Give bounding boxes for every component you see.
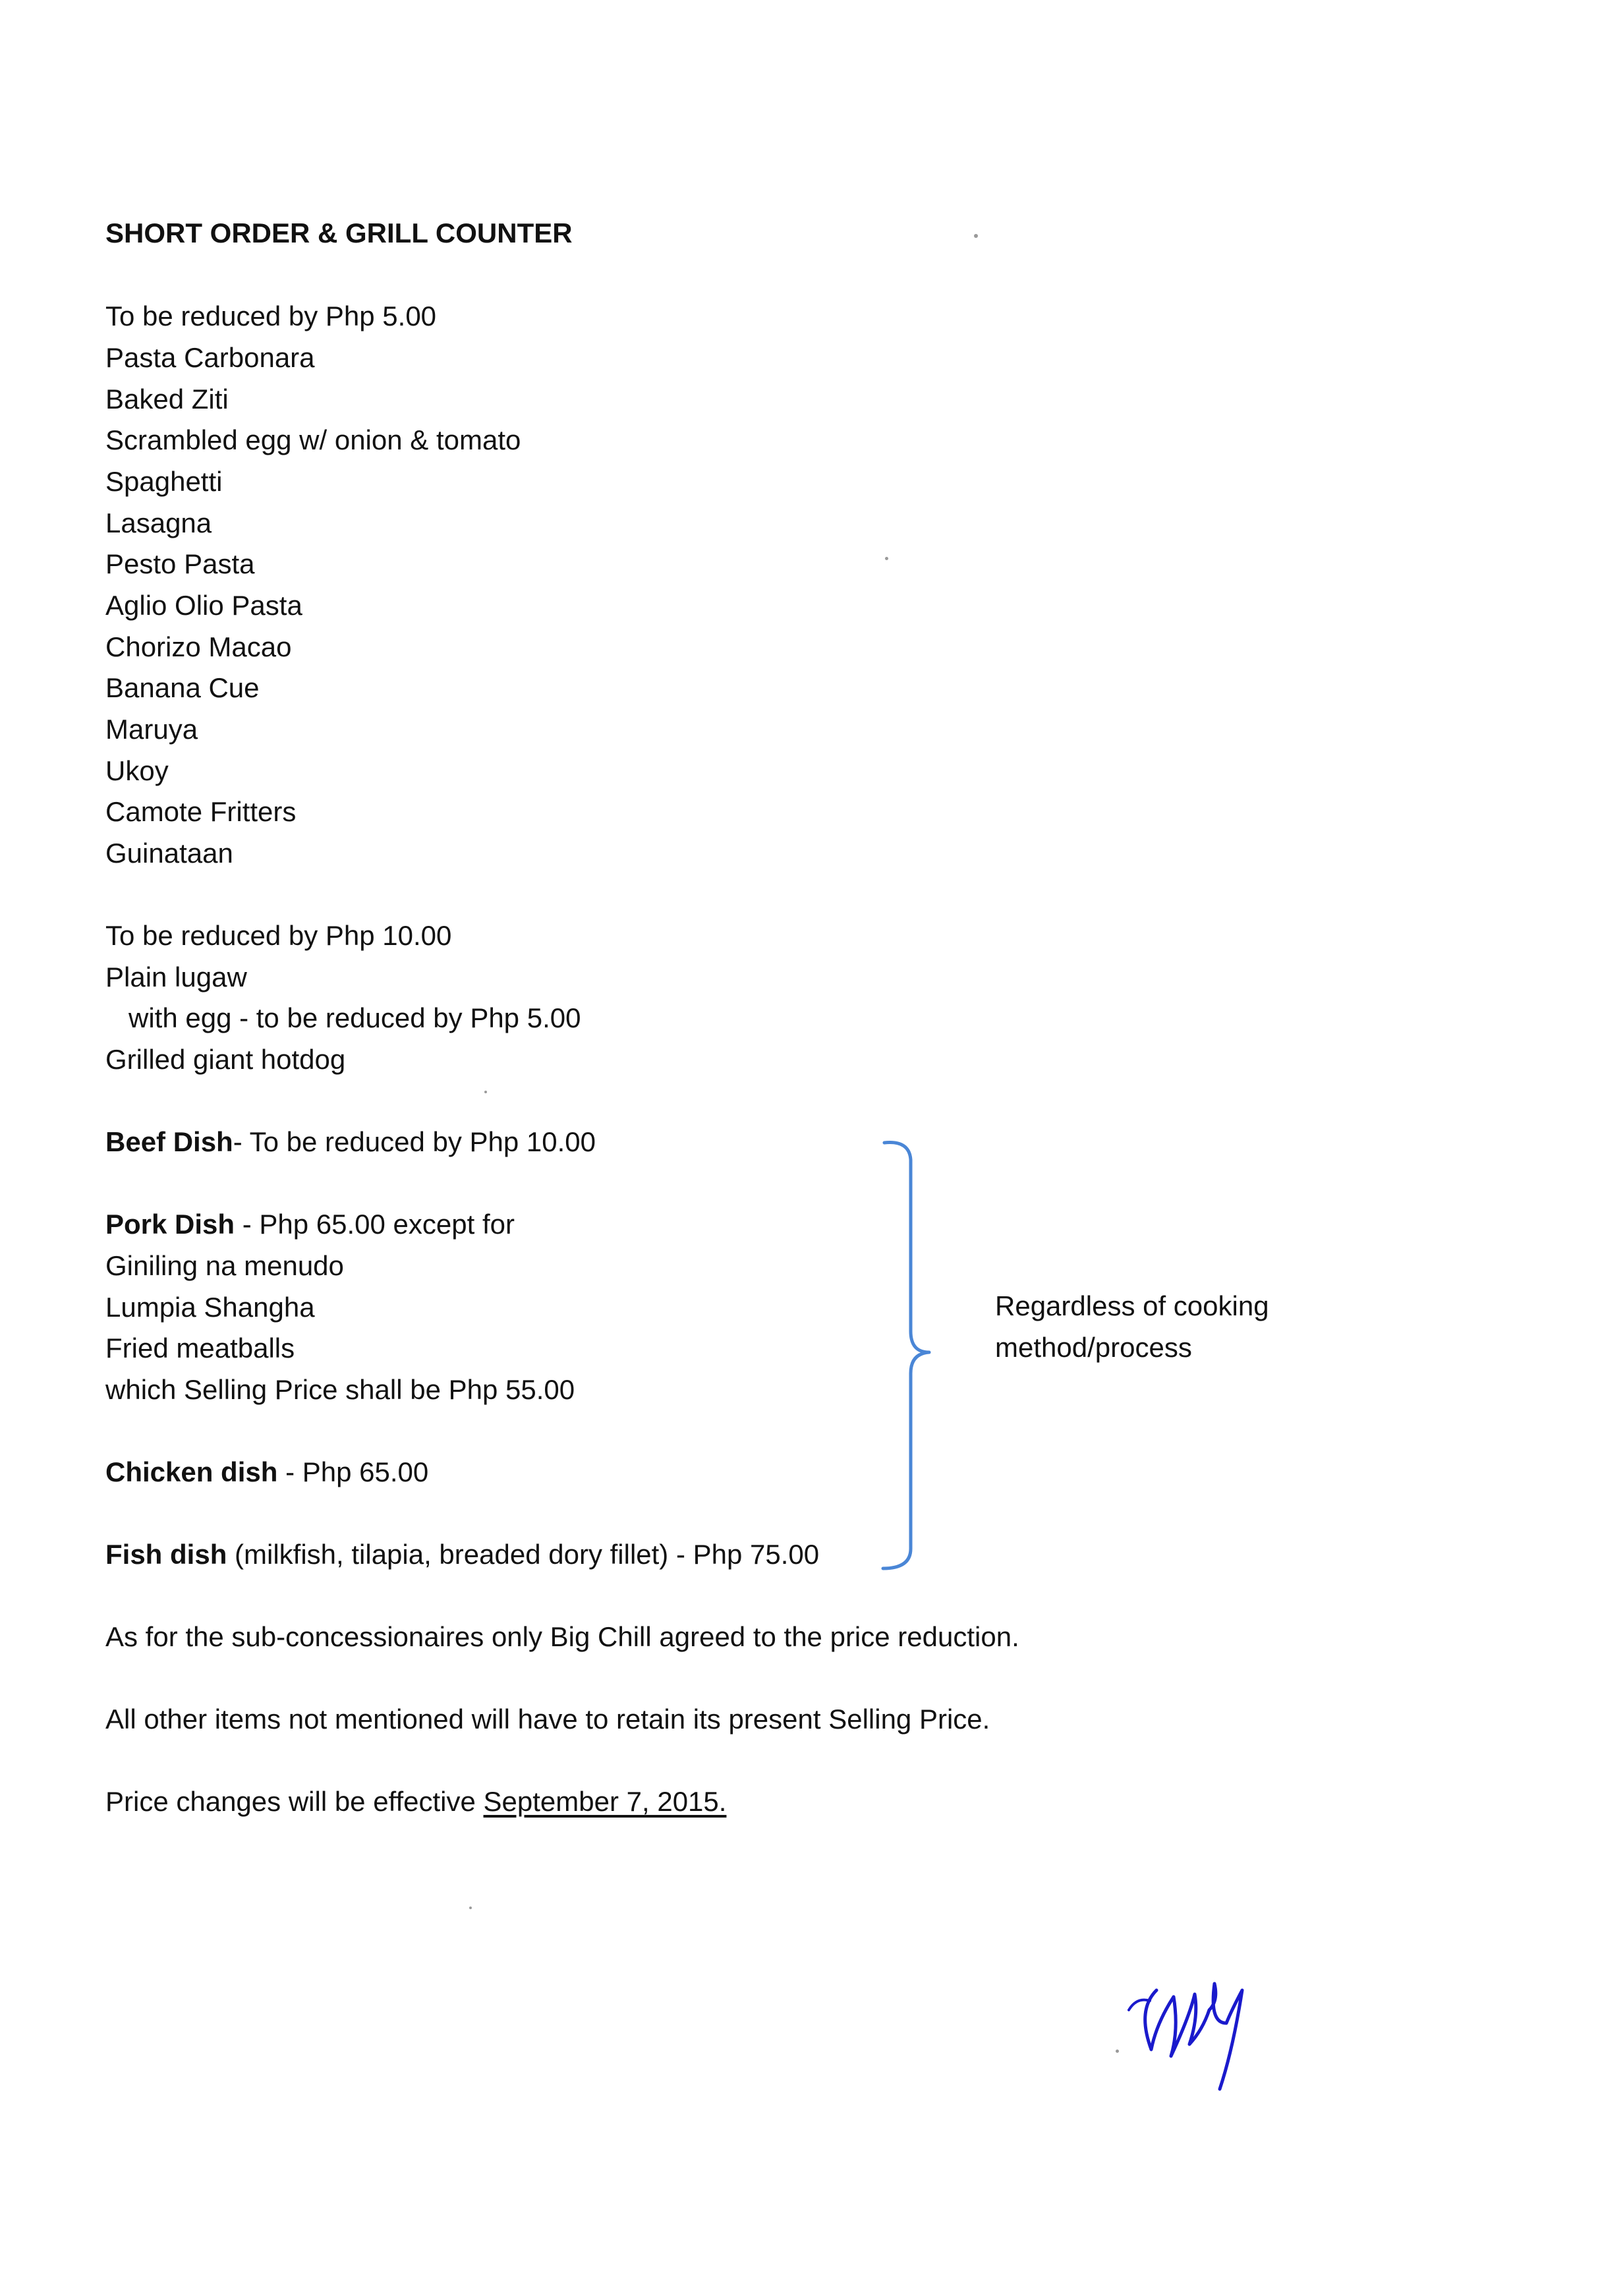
group1-title: To be reduced by Php 5.00 (105, 301, 437, 331)
scan-speck (484, 1091, 487, 1093)
menu-item-subnote: with egg - to be reduced by Php 5.00 (128, 1002, 581, 1033)
signature-icon (1110, 1970, 1269, 2102)
pork-dish-label: Pork Dish (105, 1209, 235, 1240)
menu-item: Banana Cue (105, 672, 260, 703)
beef-dish-text: - To be reduced by Php 10.00 (233, 1126, 596, 1157)
fish-dish-text: (milkfish, tilapia, breaded dory fillet) - Php 75.00 (227, 1539, 820, 1570)
effective-date-line (105, 1783, 726, 1820)
pork-exception-item: Fried meatballs (105, 1333, 295, 1363)
bracket-note (995, 1285, 1269, 1368)
pork-exception-item: Lumpia Shangha (105, 1292, 315, 1323)
menu-item: Pasta Carbonara (105, 342, 315, 373)
fish-dish-label: Fish dish (105, 1539, 227, 1570)
fish-dish-line (105, 1536, 819, 1573)
bracket-icon (870, 1134, 949, 1582)
menu-item: Spaghetti (105, 466, 223, 497)
menu-item: Chorizo Macao (105, 631, 292, 662)
menu-item: Plain lugaw (105, 961, 247, 992)
chicken-dish-line (105, 1454, 428, 1491)
beef-dish-line (105, 1124, 596, 1161)
pork-exception-note: which Selling Price shall be Php 55.00 (105, 1374, 575, 1405)
menu-item: Guinataan (105, 838, 233, 869)
other-items-note: All other items not mentioned will have to retain its present Selling Price. (105, 1704, 990, 1735)
effective-date: September 7, 2015. (483, 1786, 727, 1817)
menu-item: Lasagna (105, 507, 212, 538)
pork-exception-item: Giniling na menudo (105, 1250, 344, 1281)
beef-dish-label: Beef Dish (105, 1126, 233, 1157)
pork-dish-line (105, 1206, 515, 1243)
menu-item: Camote Fritters (105, 796, 297, 827)
effective-date-prefix: Price changes will be effective (105, 1786, 484, 1817)
menu-item: Ukoy (105, 755, 169, 786)
menu-item: Scrambled egg w/ onion & tomato (105, 424, 521, 455)
bracket-note-line2: method/process (995, 1332, 1192, 1363)
menu-item: Grilled giant hotdog (105, 1044, 346, 1075)
scan-speck (885, 557, 888, 560)
menu-item: Maruya (105, 714, 198, 745)
document-heading: SHORT ORDER & GRILL COUNTER (105, 217, 573, 248)
group2-title: To be reduced by Php 10.00 (105, 920, 452, 951)
scan-speck (469, 1907, 472, 1909)
scan-speck (974, 234, 978, 238)
menu-item: Baked Ziti (105, 384, 229, 415)
bracket-note-line1: Regardless of cooking (995, 1290, 1269, 1321)
chicken-dish-label: Chicken dish (105, 1456, 278, 1487)
chicken-dish-text: - Php 65.00 (277, 1456, 429, 1487)
scan-speck (1116, 2050, 1119, 2053)
sub-concessionaires-note: As for the sub-concessionaires only Big Chill agreed to the price reduction. (105, 1621, 1019, 1652)
menu-item: Aglio Olio Pasta (105, 590, 302, 621)
pork-dish-text: - Php 65.00 except for (235, 1209, 515, 1240)
menu-item: Pesto Pasta (105, 548, 255, 579)
